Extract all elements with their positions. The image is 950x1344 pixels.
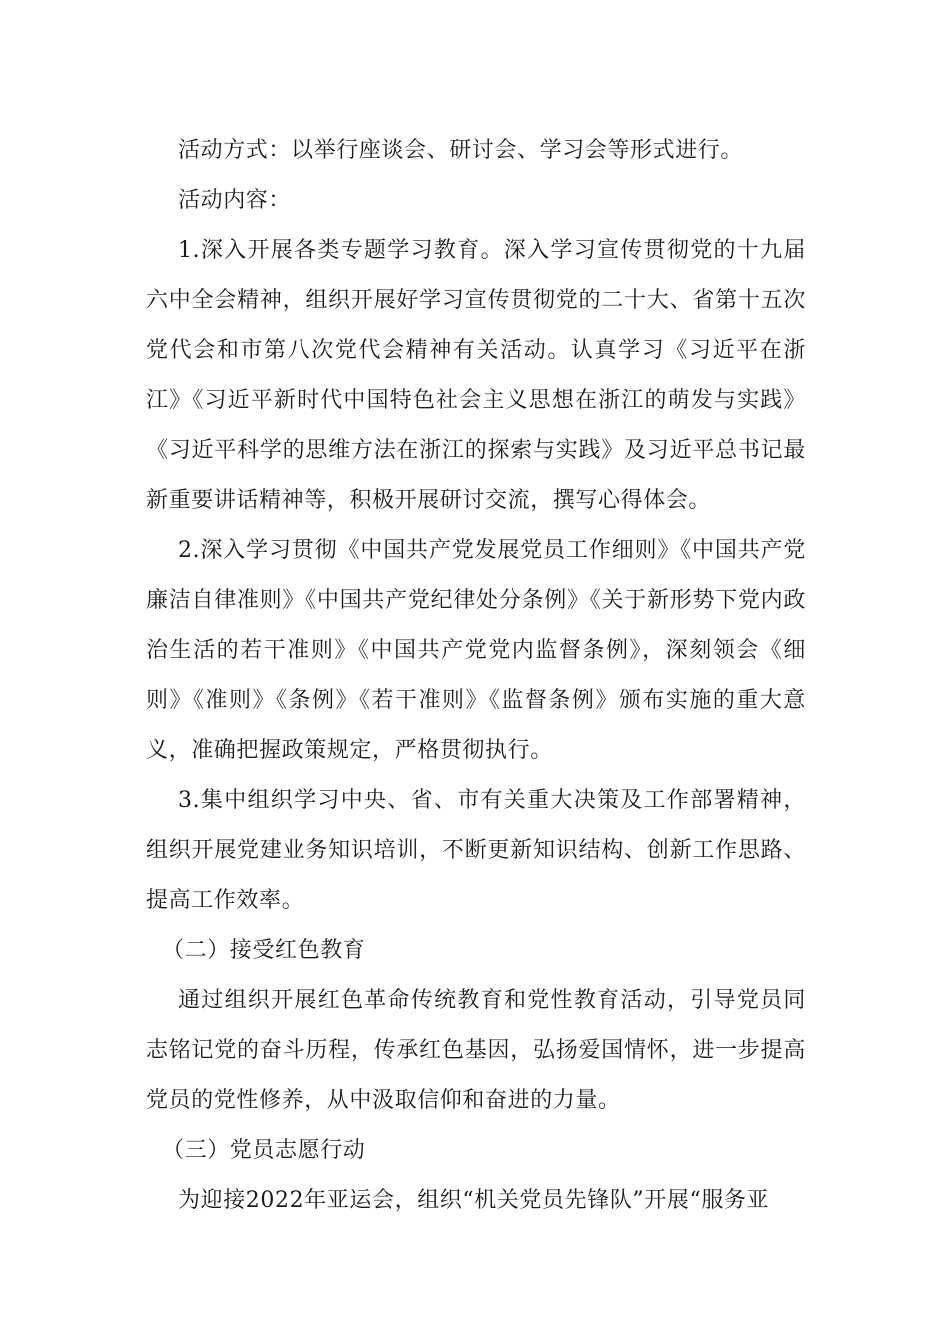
paragraph-activity-method: 活动方式：以举行座谈会、研讨会、学习会等形式进行。	[178, 138, 744, 163]
paragraph-item-3: 3.集中组织学习中央、省、市有关重大决策及工作部署精神，组织开展党建业务知识培训，不断更新知识结构、创新工作思路、提高工作效率。	[146, 788, 806, 913]
paragraph-item-2: 2.深入学习贯彻《中国共产党发展党员工作细则》《中国共产党廉洁自律准则》《中国共产党纪律处分条例》《关于新形势下党内政治生活的若干准则》《中国共产党党内监督条例》，深刻领会《细则》《准则》《条例》《若干准则》《监督条例》颁布实施的重大意义，准确把握政策规定，严格贯彻执行。	[146, 538, 806, 763]
section-heading-volunteer-action: （三）党员志愿行动	[162, 1138, 366, 1163]
paragraph-activity-content-label: 活动内容：	[178, 188, 292, 213]
document-body	[146, 126, 806, 1226]
paragraph-red-education: 通过组织开展红色革命传统教育和党性教育活动，引导党员同志铭记党的奋斗历程，传承红色基因，弘扬爱国情怀，进一步提高党员的党性修养，从中汲取信仰和奋进的力量。	[146, 988, 806, 1113]
paragraph-item-1: 1.深入开展各类专题学习教育。深入学习宣传贯彻党的十九届六中全会精神，组织开展好学习宣传贯彻党的二十大、省第十五次党代会和市第八次党代会精神有关活动。认真学习《习近平在浙江》《习近平新时代中国特色社会主义思想在浙江的萌发与实践》《习近平科学的思维方法在浙江的探索与实践》及习近平总书记最新重要讲话精神等，积极开展研讨交流，撰写心得体会。	[146, 238, 806, 513]
paragraph-volunteer-action: 为迎接2022年亚运会，组织“机关党员先锋队”开展“服务亚	[178, 1188, 770, 1213]
section-heading-red-education: （二）接受红色教育	[162, 938, 366, 963]
